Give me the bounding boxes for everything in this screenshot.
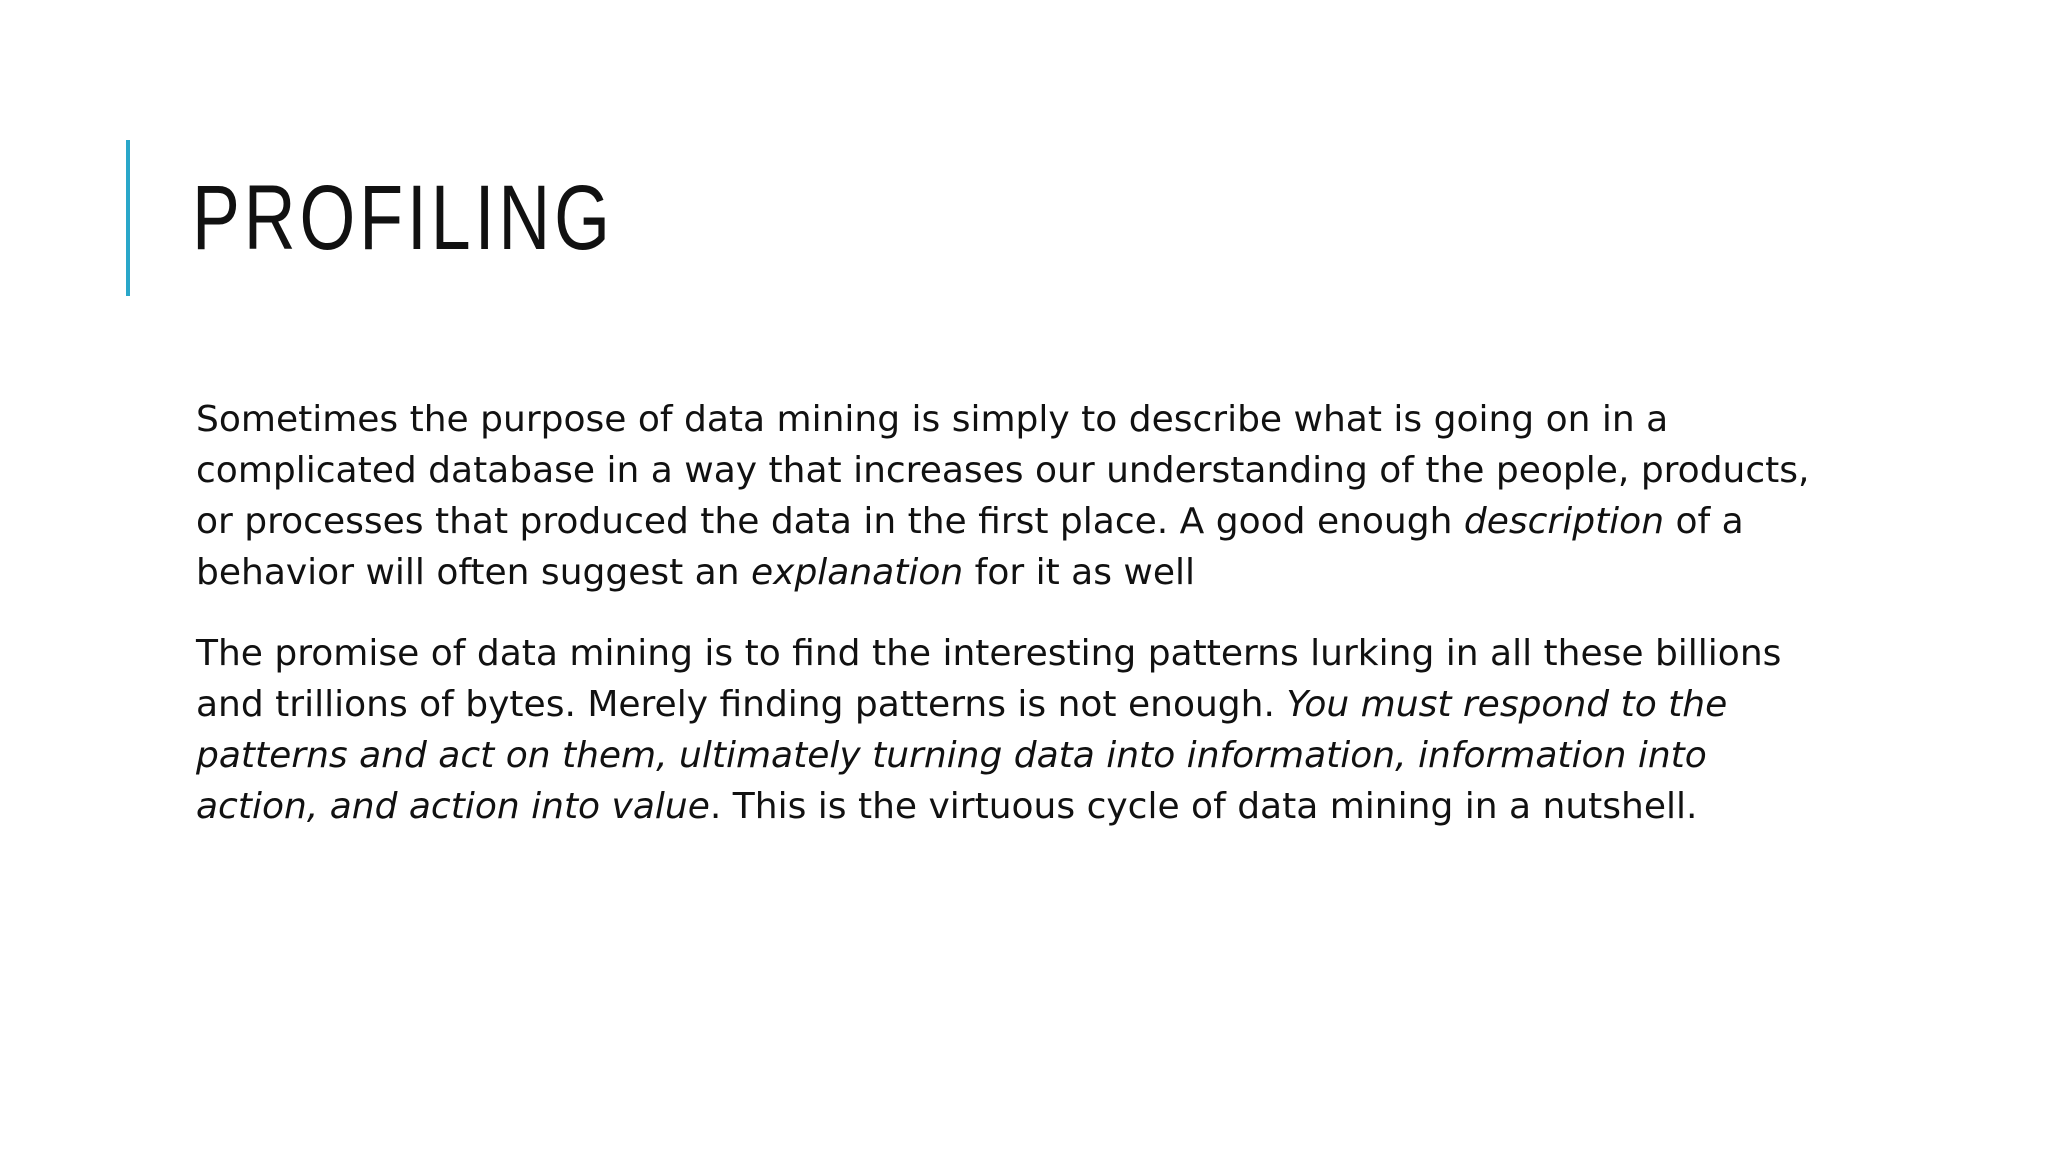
paragraph-data-mining-promise	[196, 628, 1836, 832]
text-run: of a behavior will often suggest an	[196, 501, 1744, 593]
text-run: The promise of data mining is to find the interesting patterns lurking in all these billions and trillions of bytes. Merely finding patterns is not enough.	[196, 633, 1782, 725]
paragraph-profiling-description	[196, 394, 1836, 598]
text-run-italic: description	[1463, 501, 1665, 542]
text-run-italic: You must respond to the patterns and act on them, ultimately turning data into information, information into action, and action into value	[196, 684, 1728, 827]
text-run: Sometimes the purpose of data mining is simply to describe what is going on in a complicated database in a way that increases our understanding of the people, products, or processes that produced the data in the first place. A good enough	[196, 399, 1810, 542]
text-run: . This is the virtuous cycle of data mining in a nutshell.	[709, 786, 1698, 827]
text-run: for it as well	[963, 552, 1196, 593]
title-accent-bar	[126, 140, 130, 296]
slide-body	[196, 394, 1836, 862]
slide-title: PROFILING	[192, 167, 614, 269]
text-run-italic: explanation	[751, 552, 964, 593]
